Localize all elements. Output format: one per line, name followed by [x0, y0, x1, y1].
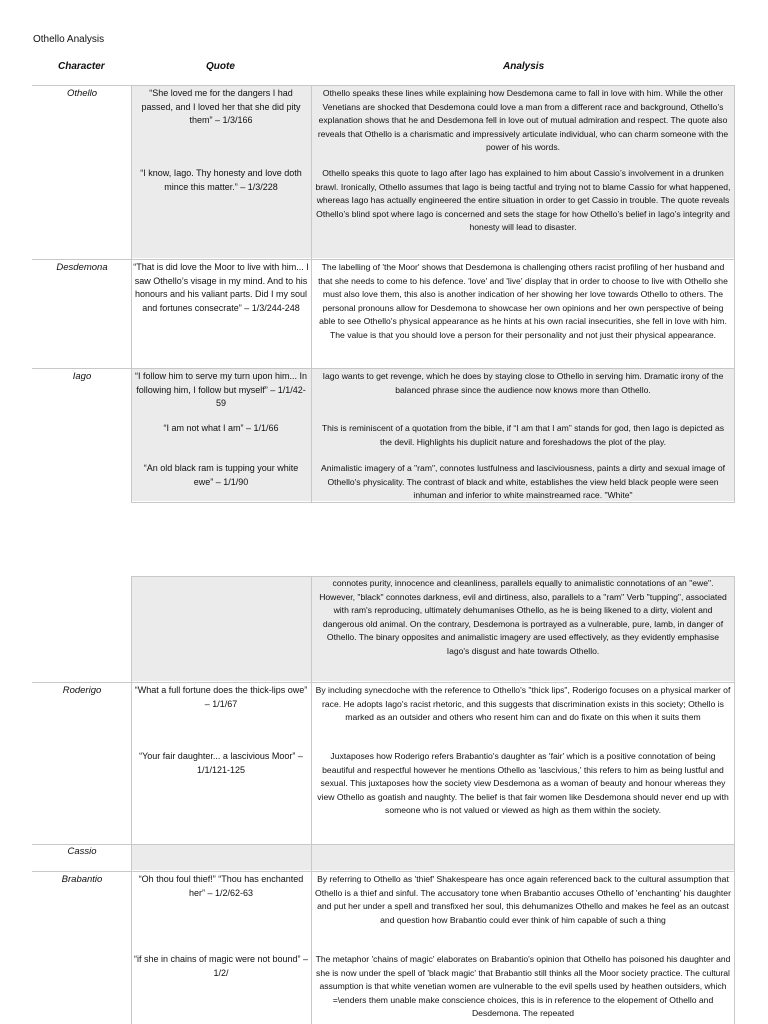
character-roderigo: Roderigo — [62, 685, 102, 696]
quote-text: “An old black ram is tupping your white ewe” – 1/1/90 — [143, 463, 299, 487]
row-rule — [32, 682, 735, 683]
row-rule — [32, 871, 735, 872]
analysis-text: Othello speaks these lines while explaining how Desdemona came to fall in love with him. While the other Venetians are shocked that Desdemona could love a man from a different race and background, Othello’s explanation shows that he and Desdemona fell in love out of mutual admiration and respect. The quote also reveals that Othello is a charismatic and impressively articulate individual, who can charm someone with the power of his words. — [317, 88, 729, 153]
column-rule — [311, 85, 312, 503]
quote-text: “She loved me for the dangers I had passed, and I loved her that she did pity them” – 1/3/166 — [141, 88, 301, 126]
row-rule — [32, 368, 735, 369]
header-quote: Quote — [206, 61, 235, 72]
quote-text: “I am not what I am” – 1/1/66 — [163, 423, 279, 433]
document-title: Othello Analysis — [33, 34, 105, 45]
character-brabantio: Brabantio — [61, 874, 103, 885]
character-iago: Iago — [72, 371, 92, 382]
quote-text: “I follow him to serve my turn upon him... In following him, I follow but myself” – 1/1/42-59 — [134, 371, 308, 409]
analysis-text: Juxtaposes how Roderigo refers Brabantio's daughter as 'fair' which is a positive connotation of being beautiful and respectful however he mentions Othello as 'lascivious,' this refers to him as being lustful and sexual. This juxtaposes how the society view Desdemona as a woman of beauty and honour whereas they view Othello as goatish and naughty. The belief is that fair women like Desdemona should never end up with someone who is not valued or viewed as high as them within the society. — [317, 751, 729, 816]
analysis-text: Animalistic imagery of a "ram", connotes lustfulness and lasciviousness, paints a dirty and sexual image of Othello's physicality. The contrast of black and white, establishes the view held black people were seen inhuman and inferior to white mainstreamed race. "White" — [321, 463, 725, 501]
column-rule — [131, 576, 132, 1024]
analysis-text: Othello speaks this quote to Iago after Iago has explained to him about Cassio’s involvement in a drunken brawl. Ironically, Othello assumes that Iago is being tactful and trying not to blame Cassio for what happened, whereas Iago has actually engineered the entire situation in order to get Cassio in trouble. The quote reveals Othello’s blind spot where Iago is concerned and sets the stage for how Othello’s belief in Iago’s integrity and honesty will lead to disaster. — [315, 168, 731, 233]
analysis-text: The labelling of 'the Moor' shows that Desdemona is challenging others racist profiling of her husband and that she needs to come to his defence. 'love' and 'live' display that in order to choose to live with Othello she must also love them, this also is another indication of her showing her love towards Othello to others. The personal pronouns allow for Desdemona to showcase her own opinions and her own perspective of being able to see Othello's physical appearance as he hints at his own racial insecurities, she fell in love with him. The value is that you should love a person for their personality and not just their physical appearance. — [318, 262, 728, 340]
column-rule — [734, 85, 735, 503]
analysis-text: By referring to Othello as 'thief' Shakespeare has once again referenced back to the cultural assumption that Othello is a thief and sinful. The accusatory tone when Brabantio accuses Othello of 'enchanting' his daughter and put her under a spell and transfixed her soul, this dehumanizes Othello and makes he feel as an outcast and question how Brabantio could ever think of him capable of such a thing — [315, 874, 731, 925]
row-rule — [32, 85, 735, 86]
quote-text: “That is did love the Moor to live with him... I saw Othello’s visage in my mind. And to his honours and his valiant parts. Did I my soul and fortunes consecrate” – 1/3/244-248 — [133, 262, 309, 313]
character-cassio: Cassio — [67, 846, 97, 857]
analysis-text-continued: connotes purity, innocence and cleanliness, parallels equally to animalistic connotations of an "ewe". However, "black" connotes darkness, evil and dirtiness, also, parallels to a "ram" Verb "tupping", associated with ram's reproducing, ultimately dehumanises Othello, as he is being likened to a dirty, violent and dangerous old animal. On the contrary, Desdemona is portrayed as a vulnerable, pure, lamb, in danger of Othello. The binary opposites and animalistic imagery are used effectively, as they evidently emphasise Iago's disgust and hate towards Othello. — [319, 578, 727, 656]
quote-text: “if she in chains of magic were not bound” – 1/2/ — [133, 954, 309, 978]
character-desdemona: Desdemona — [56, 262, 108, 273]
quote-text: “Your fair daughter... a lascivious Moor” – 1/1/121-125 — [139, 751, 303, 775]
row-rule — [32, 844, 735, 845]
row-rule — [32, 259, 735, 260]
character-othello: Othello — [66, 88, 98, 99]
analysis-text: The metaphor 'chains of magic' elaborates on Brabantio's opinion that Othello has poisoned his daughter and she is now under the spell of 'black magic' that Brabantio still thinks all the Moor society practice. The cultural assumption is that white venetian women are vulnerable to the evil spells used by heathen outsiders, which =\enders them unable make conscience choices, this is in reference to the elopement of Othello and Desdemona. The repeated — [315, 954, 731, 1019]
column-rule — [311, 576, 312, 1024]
quote-text: “I know, Iago. Thy honesty and love doth mince this matter.” – 1/3/228 — [140, 168, 302, 192]
quote-text: “Oh thou foul thief!” “Thou has enchanted her” – 1/2/62-63 — [138, 874, 304, 898]
column-rule — [734, 576, 735, 1024]
header-analysis: Analysis — [503, 61, 545, 72]
quote-text: “What a full fortune does the thick-lips owe” – 1/1/67 — [134, 685, 308, 709]
analysis-text: Iago wants to get revenge, which he does by staying close to Othello in serving him. Dramatic irony of the balanced phrase since the audience now knows more than Othello. — [322, 371, 724, 395]
shade-cassio — [131, 845, 734, 870]
column-rule — [131, 85, 132, 503]
header-character: Character — [58, 61, 105, 72]
analysis-text: By including synecdoche with the reference to Othello's "thick lips", Roderigo focuses on a physical marker of race. He adopts Iago's racist rhetoric, and this suggests that discrimination exists in this society; Othello is marked as an outsider and others who resent him can and do fixate on this when it suits them — [315, 685, 731, 723]
analysis-text: This is reminiscent of a quotation from the bible, if “I am that I am” stands for god, then Iago is depicted as the devil. Highlights his duplicit nature and foreshadows the plot of the play. — [321, 423, 725, 447]
